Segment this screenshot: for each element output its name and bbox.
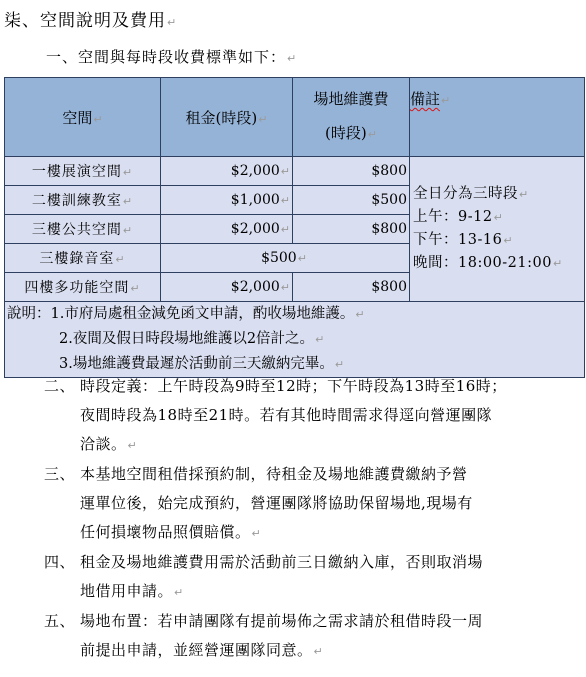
rent-cell: $2,000↵ [161, 215, 293, 244]
space-cell: 二樓訓練教室↵ [5, 186, 161, 215]
fee-cell: $800 [293, 157, 410, 186]
rule-number: 二、 [44, 377, 76, 395]
table-row [5, 157, 585, 186]
rule-item [0, 548, 586, 607]
space-cell: 三樓錄音室↵ [5, 244, 161, 273]
paragraph-mark-icon: ↵ [297, 252, 307, 265]
rule-line: 場地布置：若申請團隊有提前場佈之需求請於租借時段一周 [80, 612, 484, 630]
table-header-row [5, 78, 585, 157]
rule-line: 本基地空間租借採預約制，待租金及場地維護費繳納予營 [80, 465, 468, 483]
subsection-heading [46, 46, 297, 67]
paragraph-mark-icon: ↵ [174, 586, 184, 599]
rule-line: 地借用申請。↵ [80, 582, 184, 600]
paragraph-mark-icon: ↵ [280, 281, 290, 294]
paragraph-mark-icon: ↵ [122, 195, 134, 208]
header-space: 空間↵ [5, 78, 161, 157]
paragraph-mark-icon: ↵ [503, 234, 514, 247]
fee-table [4, 77, 585, 378]
rule-line: 運單位後，始完成預約，營運團隊將協助保留場地,現場有 [80, 494, 473, 512]
space-cell: 三樓公共空間↵ [5, 215, 161, 244]
rent-cell: $500↵ [161, 244, 410, 273]
rent-cell: $1,000↵ [161, 186, 293, 215]
explanation-cell [5, 302, 585, 378]
notes-line: 下午：13-16↵ [413, 232, 514, 248]
rule-item [0, 372, 586, 460]
subheading-text: 一、空間與每時段收費標準如下： [46, 48, 287, 66]
paragraph-mark-icon: ↵ [167, 16, 178, 29]
rule-item [0, 607, 586, 666]
explanation-line: 3.場地維護費最遲於活動前三天繳納完畢。↵ [59, 356, 345, 372]
rule-line: 夜間時段為18時至21時。若有其他時間需求得逕向營運團隊 [80, 406, 493, 424]
paragraph-mark-icon: ↵ [280, 194, 290, 207]
explanation-line: 2.夜間及假日時段場地維護以2倍計之。↵ [59, 331, 325, 347]
heading-text: 柒、空間說明及費用 [4, 11, 166, 31]
paragraph-mark-icon: ↵ [355, 308, 365, 321]
rule-number: 五、 [44, 612, 76, 630]
header-notes: 備註↵ [410, 78, 585, 157]
rule-number: 四、 [44, 553, 76, 571]
rent-cell: $2,000↵ [161, 273, 293, 302]
paragraph-mark-icon: ↵ [367, 128, 377, 141]
rule-number: 三、 [44, 465, 76, 483]
paragraph-mark-icon: ↵ [493, 211, 504, 224]
paragraph-mark-icon: ↵ [122, 224, 134, 237]
notes-line: 全日分為三時段↵ [413, 186, 529, 202]
rule-item [0, 460, 586, 548]
explanation-line: 說明：1.市府局處租金減免函文申請，酌收場地維護。↵ [7, 306, 365, 322]
paragraph-mark-icon: ↵ [93, 112, 103, 126]
section-heading [4, 6, 177, 31]
rule-line: 洽談。↵ [80, 435, 138, 453]
paragraph-mark-icon: ↵ [287, 52, 298, 65]
rule-line: 任何損壞物品照價賠償。↵ [80, 523, 262, 541]
rule-line: 租金及場地維護費用需於活動前三日繳納入庫，否則取消場 [80, 553, 484, 571]
header-maintenance: 場地維護費 (時段)↵ [293, 78, 410, 157]
paragraph-mark-icon: ↵ [313, 645, 324, 658]
paragraph-mark-icon: ↵ [130, 282, 141, 295]
fee-cell: $800 [293, 215, 410, 244]
rules-list [0, 372, 586, 666]
paragraph-mark-icon: ↵ [334, 358, 345, 371]
paragraph-mark-icon: ↵ [441, 94, 451, 107]
paragraph-mark-icon: ↵ [315, 333, 325, 346]
space-cell: 四樓多功能空間↵ [5, 273, 161, 302]
paragraph-mark-icon: ↵ [251, 527, 262, 540]
space-cell: 一樓展演空間↵ [5, 157, 161, 186]
paragraph-mark-icon: ↵ [127, 439, 138, 452]
rule-line: 時段定義：上午時段為9時至12時；下午時段為13時至16時； [80, 377, 507, 395]
paragraph-mark-icon: ↵ [280, 223, 290, 236]
paragraph-mark-icon: ↵ [258, 112, 268, 126]
paragraph-mark-icon: ↵ [115, 253, 126, 266]
notes-line: 上午：9-12↵ [413, 209, 504, 225]
paragraph-mark-icon: ↵ [552, 257, 563, 270]
rent-cell: $2,000↵ [161, 157, 293, 186]
fee-cell: $800 [293, 273, 410, 302]
fee-cell: $500 [293, 186, 410, 215]
paragraph-mark-icon: ↵ [122, 166, 134, 179]
notes-line: 晚間：18:00-21:00↵ [413, 255, 563, 271]
rule-line: 前提出申請，並經營運團隊同意。↵ [80, 641, 324, 659]
paragraph-mark-icon: ↵ [519, 188, 529, 201]
paragraph-mark-icon: ↵ [280, 165, 290, 178]
explanation-row [5, 302, 585, 378]
notes-cell [410, 157, 585, 302]
header-rent: 租金(時段)↵ [161, 78, 293, 157]
